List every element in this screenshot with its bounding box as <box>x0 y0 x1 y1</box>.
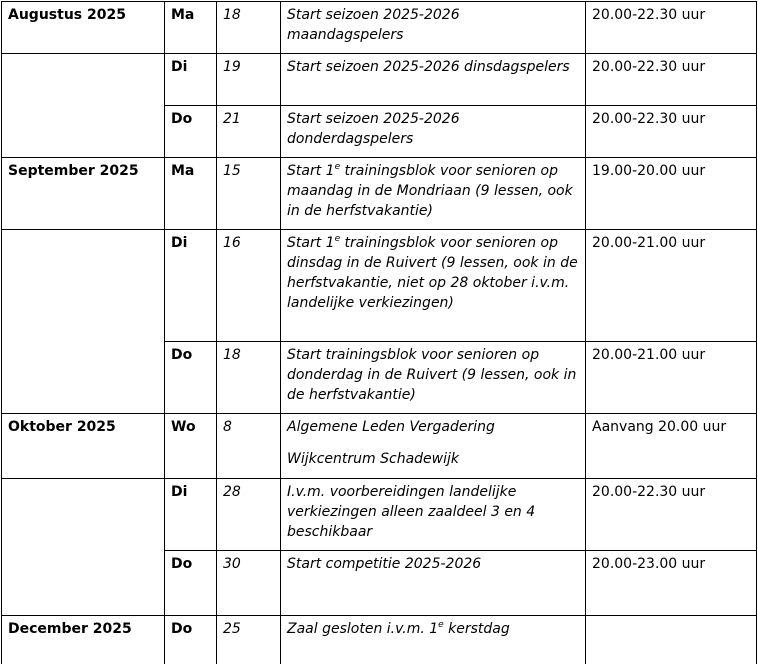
month-cell: Augustus 2025 <box>2 2 165 54</box>
description-cell: Start seizoen 2025-2026 dinsdagspelers <box>281 54 586 106</box>
description-cell: Start seizoen 2025-2026 maandagspelers <box>281 2 586 54</box>
description-cell: Start competitie 2025-2026 <box>281 551 586 616</box>
month-cell <box>2 551 165 616</box>
day-cell: 19 <box>217 54 281 106</box>
month-cell <box>2 479 165 551</box>
weekday-cell: Ma <box>165 2 217 54</box>
month-cell: December 2025 <box>2 616 165 664</box>
day-cell: 28 <box>217 479 281 551</box>
month-cell: Oktober 2025 <box>2 414 165 479</box>
description-cell: Zaal gesloten i.v.m. 1e kerstdag <box>281 616 586 664</box>
schedule-table <box>1 1 757 664</box>
day-cell: 8 <box>217 414 281 479</box>
weekday-cell: Do <box>165 551 217 616</box>
time-cell: 19.00-20.00 uur <box>586 158 757 230</box>
month-cell <box>2 54 165 106</box>
time-cell: 20.00-21.00 uur <box>586 230 757 342</box>
month-cell <box>2 106 165 158</box>
description-cell: I.v.m. voorbereidingen landelijke verkiezingen alleen zaaldeel 3 en 4 beschikbaar <box>281 479 586 551</box>
time-cell: 20.00-22.30 uur <box>586 2 757 54</box>
time-cell: 20.00-21.00 uur <box>586 342 757 414</box>
month-cell <box>2 342 165 414</box>
table-row <box>2 106 757 158</box>
table-row <box>2 342 757 414</box>
weekday-cell: Wo <box>165 414 217 479</box>
time-cell: 20.00-23.00 uur <box>586 551 757 616</box>
day-cell: 30 <box>217 551 281 616</box>
table-row <box>2 2 757 54</box>
description-cell: Start 1e trainingsblok voor senioren op dinsdag in de Ruivert (9 lessen, ook in de herfstvakantie, niet op 28 oktober i.v.m. landelijke verkiezingen) <box>281 230 586 342</box>
weekday-cell: Do <box>165 342 217 414</box>
time-cell <box>586 616 757 664</box>
day-cell: 25 <box>217 616 281 664</box>
table-row <box>2 54 757 106</box>
day-cell: 15 <box>217 158 281 230</box>
table-row <box>2 551 757 616</box>
table-row <box>2 158 757 230</box>
description-cell: Start trainingsblok voor senioren op donderdag in de Ruivert (9 lessen, ook in de herfstvakantie) <box>281 342 586 414</box>
description-cell: Start 1e trainingsblok voor senioren op maandag in de Mondriaan (9 lessen, ook in de herfstvakantie) <box>281 158 586 230</box>
day-cell: 16 <box>217 230 281 342</box>
time-cell: 20.00-22.30 uur <box>586 479 757 551</box>
month-cell <box>2 230 165 342</box>
day-cell: 18 <box>217 342 281 414</box>
table-row <box>2 230 757 342</box>
weekday-cell: Do <box>165 106 217 158</box>
day-cell: 21 <box>217 106 281 158</box>
table-row <box>2 414 757 479</box>
time-cell: Aanvang 20.00 uur <box>586 414 757 479</box>
weekday-cell: Do <box>165 616 217 664</box>
weekday-cell: Di <box>165 230 217 342</box>
description-cell: Algemene Leden Vergadering Wijkcentrum Schadewijk <box>281 414 586 479</box>
month-cell: September 2025 <box>2 158 165 230</box>
weekday-cell: Ma <box>165 158 217 230</box>
time-cell: 20.00-22.30 uur <box>586 54 757 106</box>
time-cell: 20.00-22.30 uur <box>586 106 757 158</box>
table-row <box>2 616 757 664</box>
table-row <box>2 479 757 551</box>
weekday-cell: Di <box>165 479 217 551</box>
day-cell: 18 <box>217 2 281 54</box>
description-cell: Start seizoen 2025-2026 donderdagspelers <box>281 106 586 158</box>
weekday-cell: Di <box>165 54 217 106</box>
